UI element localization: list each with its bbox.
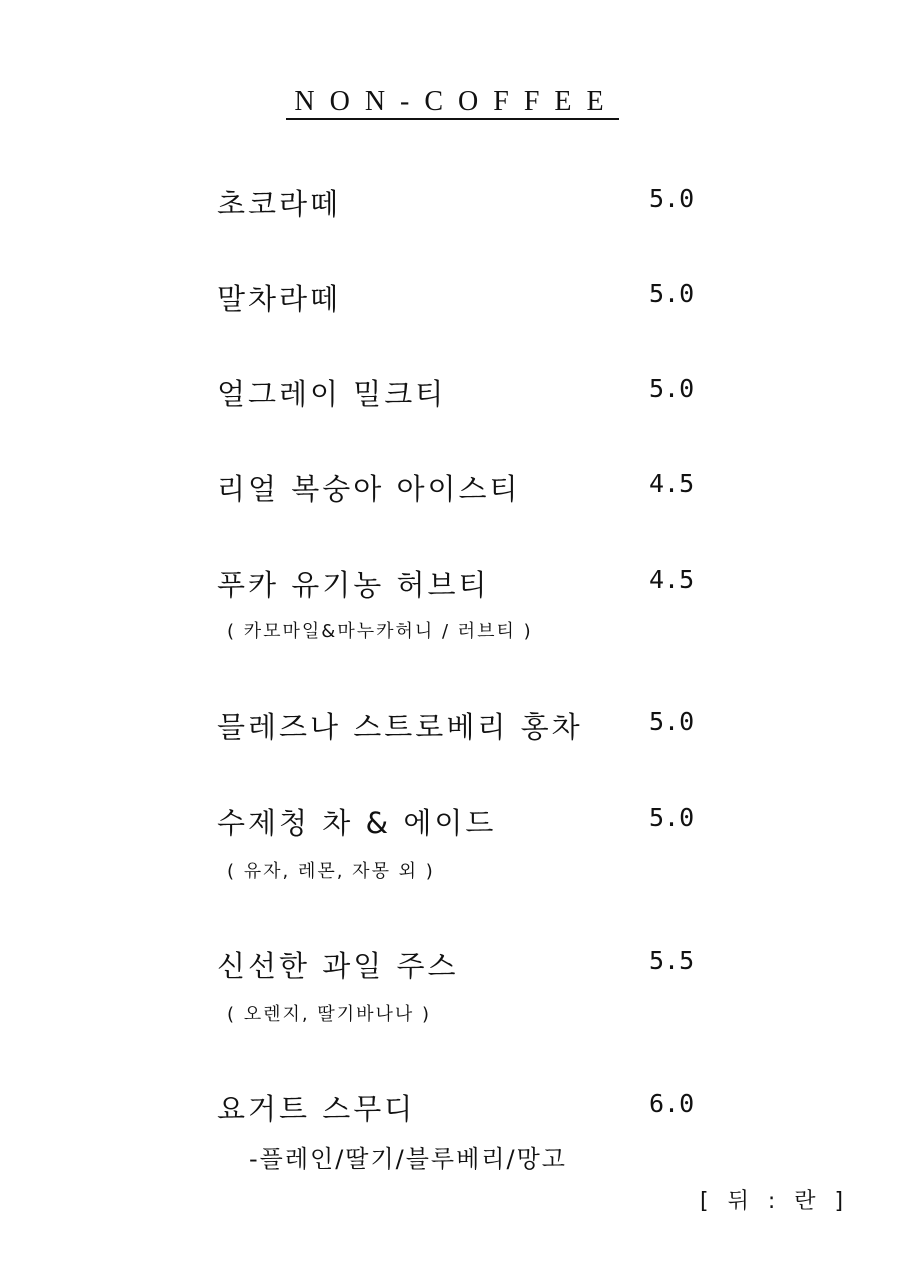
- item-name: 수제청 차 & 에이드: [217, 806, 497, 840]
- item-description: -플레인/딸기/블루베리/망고: [249, 1145, 567, 1173]
- menu-item-mlesna-strawberry-tea: [217, 705, 697, 745]
- menu-title-text: NON-COFFEE: [286, 86, 618, 120]
- item-name: 초코라떼: [217, 187, 342, 221]
- item-name: 요거트 스무디: [217, 1092, 416, 1126]
- menu-title: [0, 86, 905, 120]
- item-description: ( 유자, 레몬, 자몽 외 ): [227, 861, 435, 882]
- item-name: 푸카 유기농 허브티: [217, 568, 490, 602]
- item-description: ( 오렌지, 딸기바나나 ): [227, 1004, 432, 1025]
- item-price: 5.5: [649, 946, 695, 975]
- menu-item-choco-latte: [217, 182, 697, 222]
- item-name: 리얼 복숭아 아이스티: [217, 472, 521, 506]
- item-name: 신선한 과일 주스: [217, 949, 459, 983]
- item-price: 5.0: [649, 279, 695, 308]
- item-price: 5.0: [649, 184, 695, 213]
- item-price: 4.5: [649, 565, 695, 594]
- item-name: 믈레즈나 스트로베리 홍차: [217, 710, 583, 744]
- menu-item-pukka-herbal-tea: [217, 563, 697, 642]
- menu-item-earl-grey-milk-tea: [217, 372, 697, 412]
- menu-item-homemade-tea-ade: [217, 801, 697, 882]
- menu-item-matcha-latte: [217, 277, 697, 317]
- footer-note: [ 뒤 : 란 ]: [700, 1189, 850, 1214]
- item-description: ( 카모마일&마누카허니 / 러브티 ): [227, 621, 533, 642]
- item-name: 얼그레이 밀크티: [217, 377, 447, 411]
- menu-item-yogurt-smoothie: [217, 1087, 697, 1173]
- item-price: 4.5: [649, 469, 695, 498]
- item-price: 5.0: [649, 803, 695, 832]
- item-price: 5.0: [649, 374, 695, 403]
- item-price: 5.0: [649, 707, 695, 736]
- item-price: 6.0: [649, 1089, 695, 1118]
- menu-item-peach-iced-tea: [217, 467, 697, 507]
- item-name: 말차라떼: [217, 282, 342, 316]
- menu-item-fresh-fruit-juice: [217, 944, 697, 1025]
